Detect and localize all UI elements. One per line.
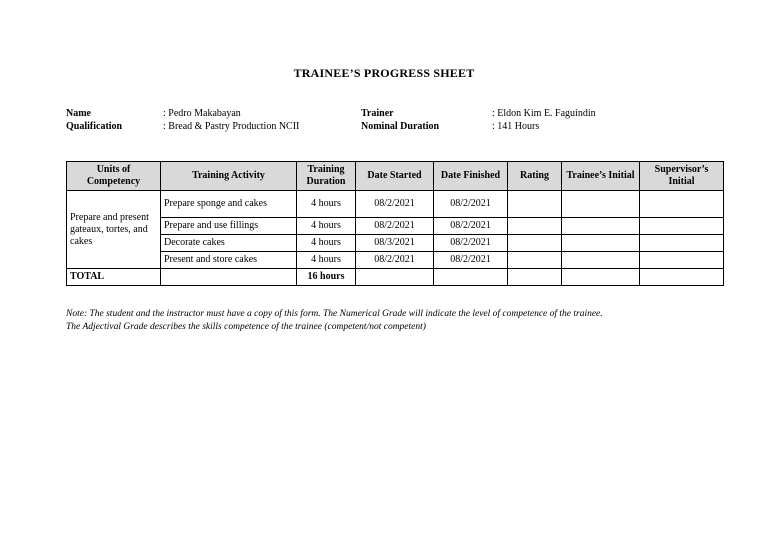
header-date-finished: Date Finished bbox=[434, 162, 508, 191]
progress-table bbox=[66, 161, 724, 286]
rating-cell bbox=[508, 218, 562, 235]
supervisor-initial-cell bbox=[640, 191, 724, 218]
total-empty-cell bbox=[434, 269, 508, 286]
trainer-label: Trainer bbox=[361, 108, 394, 119]
date-started-cell: 08/2/2021 bbox=[356, 252, 434, 269]
date-finished-cell: 08/2/2021 bbox=[434, 191, 508, 218]
table-row bbox=[67, 252, 724, 269]
duration-cell: 4 hours bbox=[297, 191, 356, 218]
header-training-activity: Training Activity bbox=[161, 162, 297, 191]
total-row bbox=[67, 269, 724, 286]
rating-cell bbox=[508, 235, 562, 252]
nominal-duration-value: : 141 Hours bbox=[492, 121, 540, 132]
trainee-initial-cell bbox=[562, 218, 640, 235]
header-date-started: Date Started bbox=[356, 162, 434, 191]
header-training-duration: Training Duration bbox=[297, 162, 356, 191]
date-finished-cell: 08/2/2021 bbox=[434, 235, 508, 252]
date-started-cell: 08/3/2021 bbox=[356, 235, 434, 252]
total-empty-cell bbox=[356, 269, 434, 286]
name-value: : Pedro Makabayan bbox=[163, 108, 241, 119]
nominal-duration-label: Nominal Duration bbox=[361, 121, 440, 132]
footnote bbox=[66, 308, 716, 334]
name-label: Name bbox=[66, 108, 91, 119]
total-label: TOTAL bbox=[67, 269, 161, 286]
date-started-cell: 08/2/2021 bbox=[356, 218, 434, 235]
duration-cell: 4 hours bbox=[297, 218, 356, 235]
date-finished-cell: 08/2/2021 bbox=[434, 252, 508, 269]
header-rating: Rating bbox=[508, 162, 562, 191]
table-row bbox=[67, 218, 724, 235]
table-row bbox=[67, 191, 724, 218]
supervisor-initial-cell bbox=[640, 235, 724, 252]
date-finished-cell: 08/2/2021 bbox=[434, 218, 508, 235]
competency-cell: Prepare and present gateaux, tortes, and cakes bbox=[67, 191, 161, 269]
total-duration: 16 hours bbox=[297, 269, 356, 286]
header-trainee-initial: Trainee’s Initial bbox=[562, 162, 640, 191]
duration-cell: 4 hours bbox=[297, 252, 356, 269]
qualification-label: Qualification bbox=[66, 121, 123, 132]
trainee-initial-cell bbox=[562, 252, 640, 269]
activity-cell: Prepare sponge and cakes bbox=[161, 191, 297, 218]
activity-cell: Prepare and use fillings bbox=[161, 218, 297, 235]
total-empty-cell bbox=[508, 269, 562, 286]
trainee-initial-cell bbox=[562, 235, 640, 252]
footnote-line-2: The Adjectival Grade describes the skills competence of the trainee (competent/not competent) bbox=[66, 322, 426, 332]
header-row bbox=[67, 162, 724, 191]
header-units-of-competency: Units of Competency bbox=[67, 162, 161, 191]
supervisor-initial-cell bbox=[640, 252, 724, 269]
footnote-line-1: Note: The student and the instructor must have a copy of this form. The Numerical Grade will indicate the level of competence of the trainee. bbox=[66, 309, 603, 319]
rating-cell bbox=[508, 252, 562, 269]
header-supervisor-initial: Supervisor’s Initial bbox=[640, 162, 724, 191]
date-started-cell: 08/2/2021 bbox=[356, 191, 434, 218]
total-empty-cell bbox=[562, 269, 640, 286]
sheet-title: TRAINEE’S PROGRESS SHEET bbox=[293, 66, 475, 80]
supervisor-initial-cell bbox=[640, 218, 724, 235]
total-empty-cell bbox=[640, 269, 724, 286]
total-empty-cell bbox=[161, 269, 297, 286]
rating-cell bbox=[508, 191, 562, 218]
qualification-value: : Bread & Pastry Production NCII bbox=[163, 121, 300, 132]
duration-cell: 4 hours bbox=[297, 235, 356, 252]
activity-cell: Decorate cakes bbox=[161, 235, 297, 252]
activity-cell: Present and store cakes bbox=[161, 252, 297, 269]
trainee-initial-cell bbox=[562, 191, 640, 218]
table-row bbox=[67, 235, 724, 252]
trainer-value: : Eldon Kim E. Faguindin bbox=[492, 108, 596, 119]
